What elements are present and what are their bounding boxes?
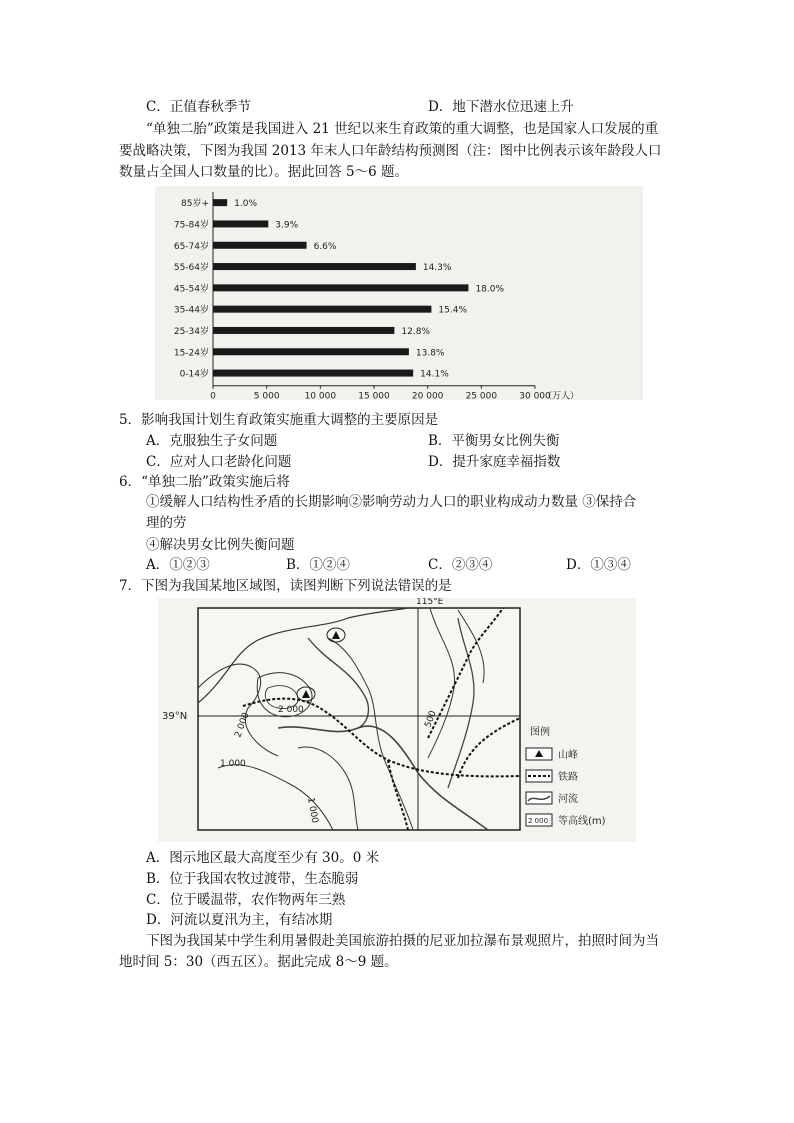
- intro1-line3: 数量占全国人口数量的比）。据此回答 5～6 题。: [119, 164, 409, 180]
- legend-contour-label: 等高线(m): [558, 816, 606, 827]
- category-label: 0-14岁: [179, 369, 209, 380]
- bar: [213, 284, 468, 291]
- q5-option-d[interactable]: D．提升家庭幸福指数: [428, 454, 561, 470]
- bar-data-label: 18.0%: [475, 284, 505, 295]
- legend-river-label: 河流: [558, 794, 578, 805]
- q6-option-c[interactable]: C．②③④: [428, 557, 493, 573]
- bar-data-label: 13.8%: [415, 348, 445, 359]
- bar-data-label: 3.9%: [275, 220, 299, 231]
- x-tick-label: 15 000: [358, 391, 390, 400]
- contour-label: 500: [423, 709, 439, 730]
- bar: [213, 306, 431, 313]
- bar: [213, 370, 413, 377]
- category-label: 65-74岁: [173, 241, 209, 252]
- intro2-line2: 地时间 5：30（西五区）。据此完成 8～9 题。: [119, 954, 398, 970]
- intro1-line2: 要战略决策，下图为我国 2013 年末人口年龄结构预测图（注：图中比例表示该年龄段人口: [119, 143, 662, 159]
- contour-label: 2 000: [233, 711, 252, 740]
- x-tick-label: 0: [210, 391, 216, 400]
- q5-option-a[interactable]: A．克服独生子女问题: [146, 433, 278, 449]
- contour-label: 1 000: [305, 796, 320, 824]
- bar-data-label: 15.4%: [438, 305, 468, 316]
- q7-stem: 7．下图为我国某地区域图，读图判断下列说法错误的是: [119, 578, 452, 594]
- prev-option-d: D．地下潜水位迅速上升: [428, 99, 574, 115]
- bar-data-label: 14.1%: [420, 369, 449, 380]
- q7-option-a[interactable]: A．图示地区最大高度至少有 30。0 米: [146, 850, 380, 866]
- regional-map: [158, 598, 636, 842]
- bar: [213, 348, 409, 355]
- q7-option-d[interactable]: D．河流以夏汛为主，有结冰期: [146, 912, 333, 928]
- x-tick-label: 5 000: [253, 391, 280, 400]
- x-tick-label: 25 000: [465, 391, 498, 400]
- category-label: 85岁+: [181, 199, 209, 210]
- q5-stem: 5．影响我国计划生育政策实施重大调整的主要原因是: [119, 412, 439, 428]
- prev-option-c: C．正值春秋季节: [146, 99, 251, 115]
- bar-data-label: 1.0%: [234, 199, 258, 210]
- q5-option-c[interactable]: C．应对人口老龄化问题: [146, 454, 292, 470]
- x-tick-label: 30 000: [519, 391, 551, 400]
- regional-map-svg: [158, 598, 636, 842]
- bar-data-label: 14.3%: [422, 263, 452, 274]
- x-unit-label: （万人）: [543, 391, 580, 400]
- q6-statement-line3: ④解决男女比例失衡问题: [146, 537, 295, 553]
- category-label: 25-34岁: [173, 326, 209, 337]
- bar-data-label: 12.8%: [401, 326, 430, 337]
- legend-rail-label: 铁路: [558, 772, 578, 783]
- bar: [213, 220, 268, 227]
- intro1-line1: “单独二胎”政策是我国进入 21 世纪以来生育政策的重大调整，也是国家人口发展的重: [146, 121, 659, 137]
- legend-contour-sample: 2 000: [528, 817, 549, 825]
- contour-label: 2 000: [278, 705, 304, 715]
- legend-title: 图例: [530, 727, 550, 738]
- population-age-chart: [155, 186, 643, 400]
- q6-option-d[interactable]: D．①③④: [566, 557, 631, 573]
- q7-option-c[interactable]: C．位于暖温带，农作物两年三熟: [146, 892, 346, 908]
- q6-option-a[interactable]: A．①②③: [146, 557, 210, 573]
- map-legend: [526, 725, 606, 827]
- q6-option-b[interactable]: B．①②④: [286, 557, 350, 573]
- x-tick-label: 20 000: [411, 391, 444, 400]
- category-label: 15-24岁: [173, 348, 209, 359]
- longitude-label: 115°E: [416, 598, 444, 607]
- q5-option-b[interactable]: B．平衡男女比例失衡: [428, 433, 560, 449]
- bar-data-label: 6.6%: [313, 241, 337, 252]
- q6-statement-line1: ①缓解人口结构性矛盾的长期影响②影响劳动力人口的职业构成动力数量 ③保持合: [146, 494, 637, 510]
- bar: [213, 242, 307, 249]
- bar: [213, 199, 227, 206]
- intro2-line1: 下图为我国某中学生利用暑假赴美国旅游拍摄的尼亚加拉瀑布景观照片，拍照时间为当: [146, 933, 659, 949]
- q7-option-b[interactable]: B．位于我国农牧过渡带，生态脆弱: [146, 871, 359, 887]
- bar: [213, 327, 394, 334]
- bar: [213, 263, 416, 270]
- category-label: 45-54岁: [173, 284, 209, 295]
- legend-peak-label: 山峰: [558, 750, 578, 761]
- q6-statement-line2: 理的劳: [146, 515, 187, 531]
- latitude-label: 39°N: [162, 711, 188, 722]
- category-label: 55-64岁: [173, 263, 209, 274]
- category-label: 75-84岁: [173, 220, 209, 231]
- q6-stem: 6．“单独二胎”政策实施后将: [119, 474, 290, 490]
- population-age-chart-svg: [155, 186, 643, 400]
- category-label: 35-44岁: [173, 305, 209, 316]
- contour-label: 1 000: [220, 759, 246, 769]
- x-tick-label: 10 000: [304, 391, 337, 400]
